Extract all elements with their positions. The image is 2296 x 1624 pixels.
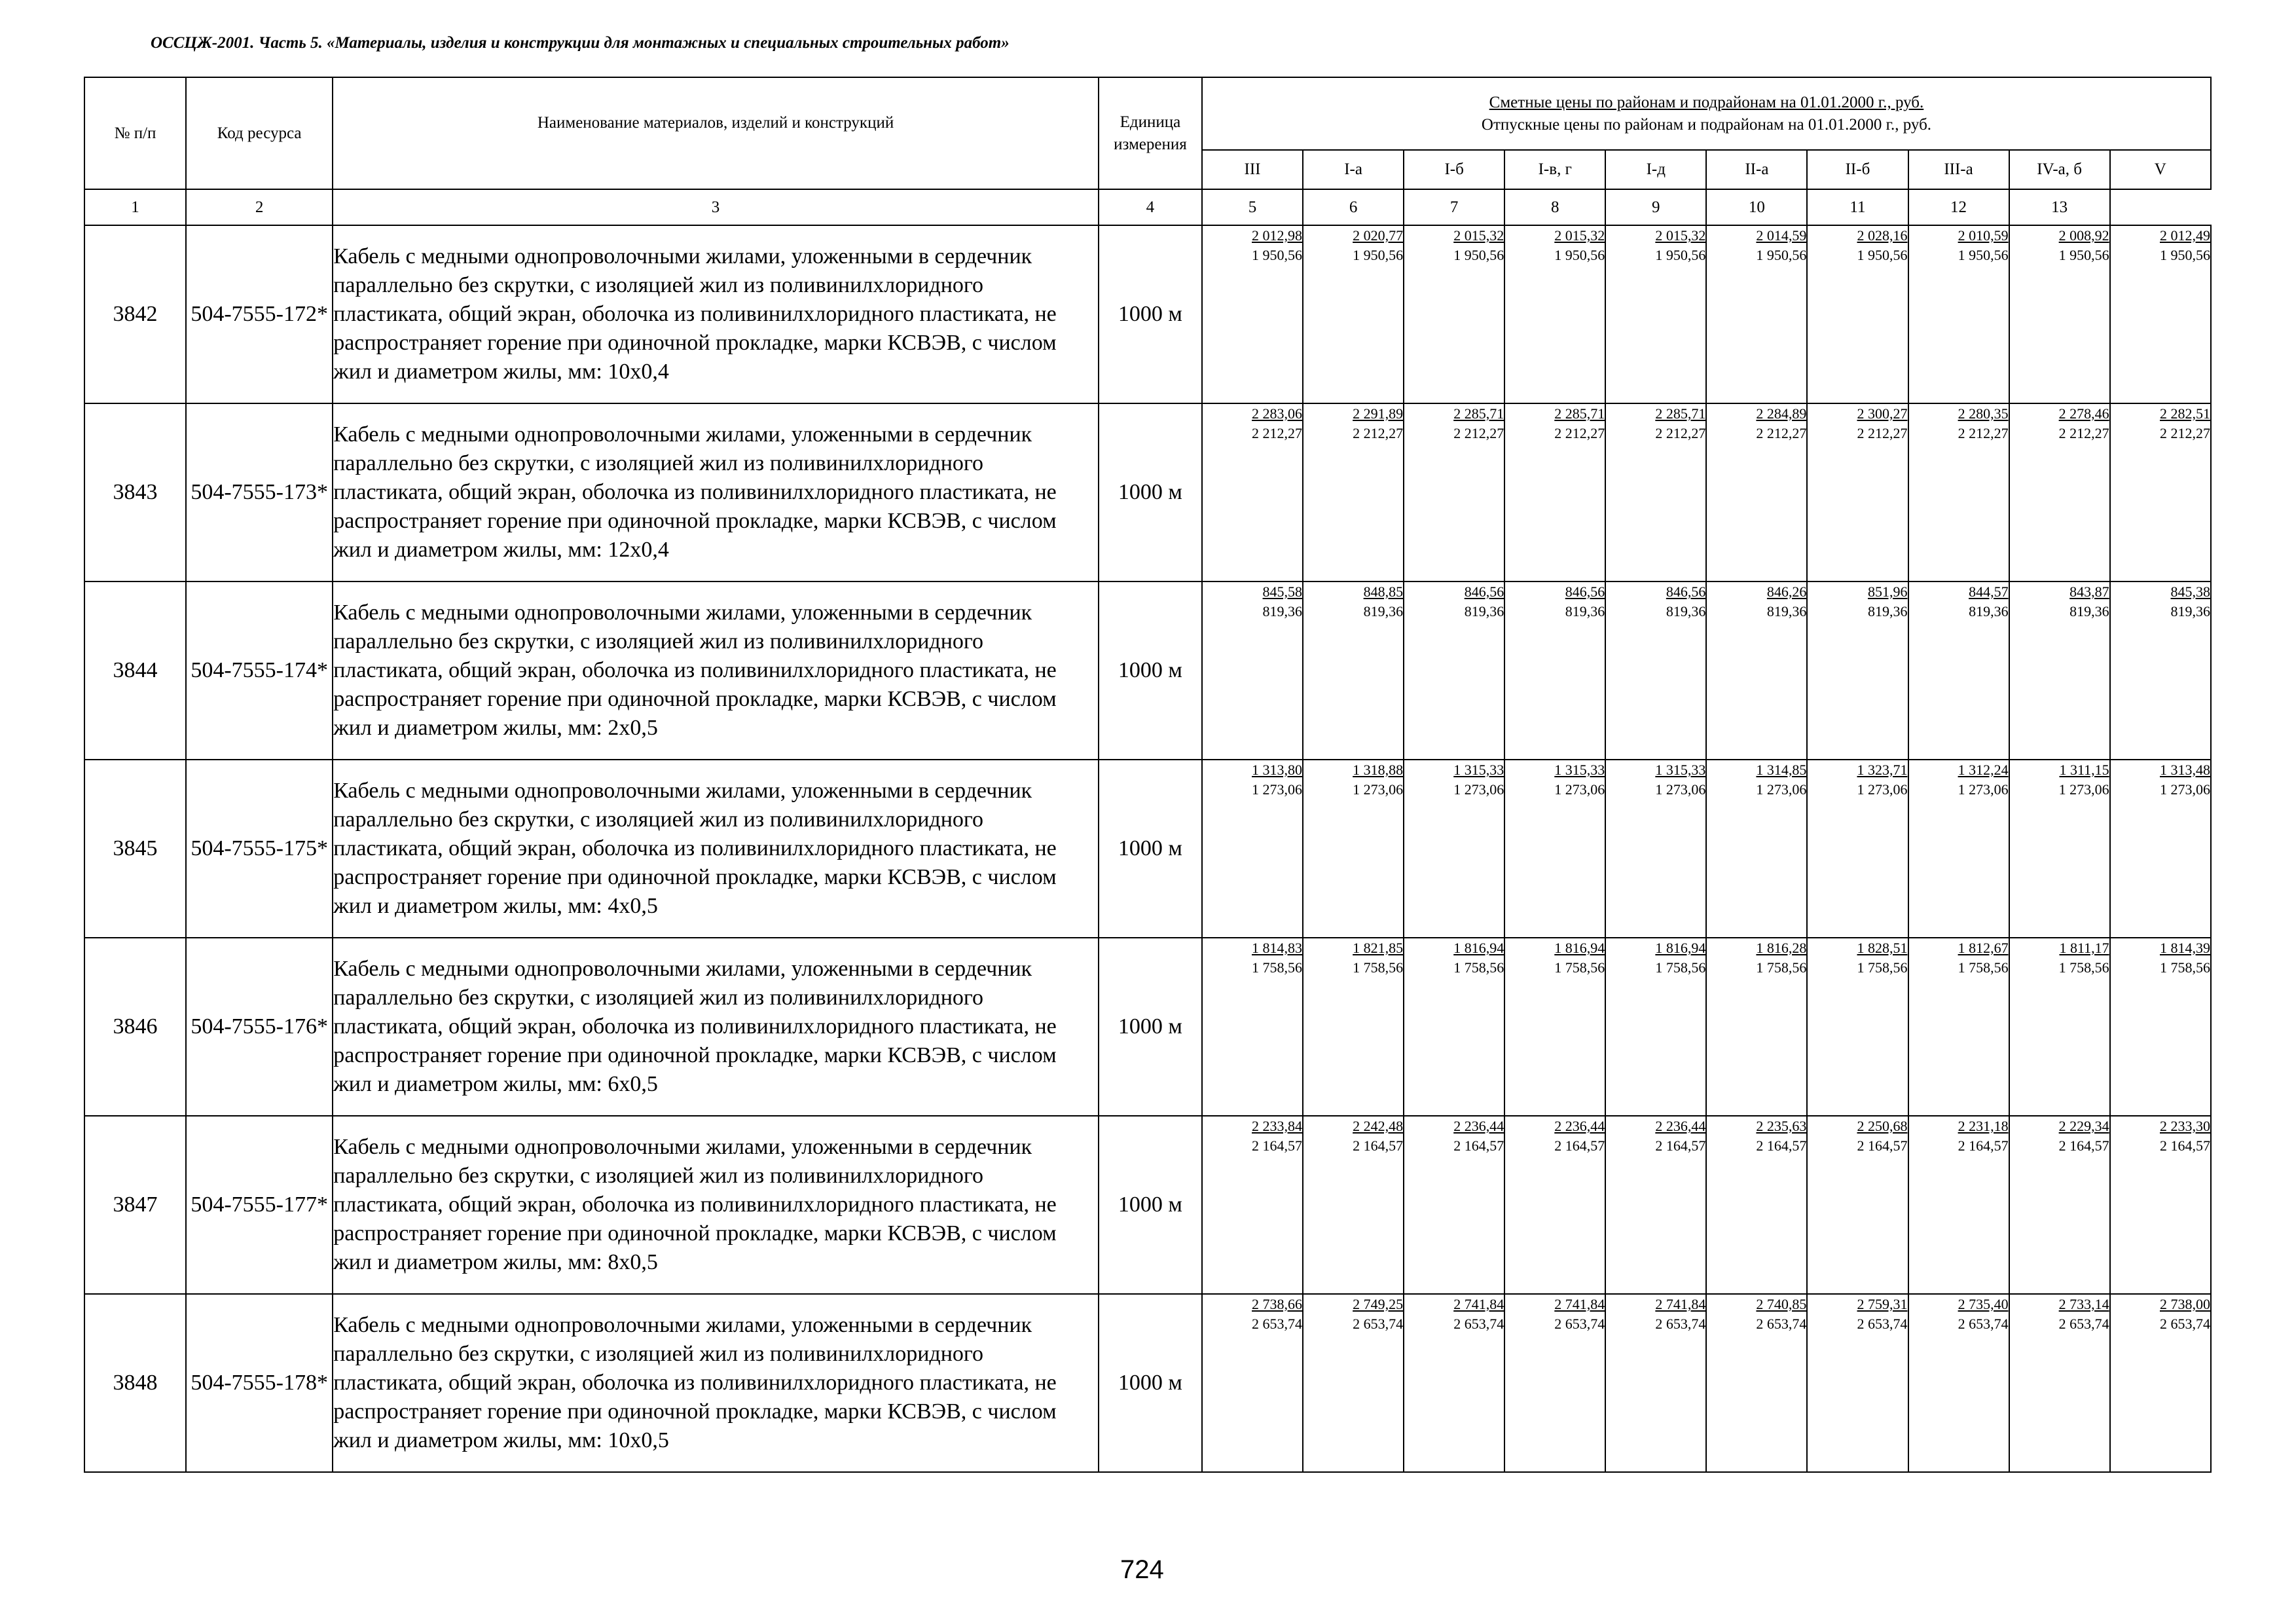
release-price: 1 950,56 — [1655, 247, 1706, 263]
estimate-price: 2 759,31 — [1857, 1296, 1908, 1312]
price-cell — [1908, 938, 2009, 1116]
estimate-price: 846,56 — [1666, 583, 1706, 600]
estimate-price: 2 285,71 — [1453, 405, 1504, 422]
document-header: ОССЦЖ-2001. Часть 5. «Материалы, изделия и конструкции для монтажных и специальных строительных работ» — [151, 34, 1010, 52]
estimate-price: 1 814,83 — [1252, 940, 1303, 956]
price-cell — [1303, 1294, 1404, 1472]
release-price: 819,36 — [1868, 603, 1908, 619]
release-price: 819,36 — [1464, 603, 1504, 619]
material-name: Кабель с медными однопроволочными жилами, уложенными в сердечник параллельно без скрутки, с изоляцией жил из поливинилхлоридного пластиката, общий экран, оболочка из поливинилхлоридного пластиката, не распространяет горение при одиночной прокладке, марки КСВЭВ, с числом жил и диаметром жилы, мм: 10х0,5 — [333, 1294, 1099, 1472]
release-price: 2 212,27 — [2058, 425, 2109, 441]
estimate-price: 2 250,68 — [1857, 1118, 1908, 1134]
price-cell — [1605, 938, 1706, 1116]
release-price: 2 164,57 — [2058, 1137, 2109, 1154]
estimate-price: 2 285,71 — [1554, 405, 1605, 422]
price-cell — [2110, 938, 2211, 1116]
region-header: II-а — [1706, 150, 1807, 189]
release-price: 819,36 — [1262, 603, 1303, 619]
release-price: 2 653,74 — [2058, 1316, 2109, 1332]
release-price: 2 653,74 — [1353, 1316, 1404, 1332]
estimate-price: 1 312,24 — [1958, 762, 2009, 778]
table-row — [84, 403, 2211, 581]
col-header-unit-line1: Единица — [1120, 113, 1181, 131]
estimate-price: 2 749,25 — [1353, 1296, 1404, 1312]
release-price: 1 950,56 — [1756, 247, 1807, 263]
table-row — [84, 760, 2211, 938]
release-price: 1 950,56 — [1857, 247, 1908, 263]
col-header-num: № п/п — [84, 77, 186, 189]
release-price: 2 164,57 — [1554, 1137, 1605, 1154]
price-cell — [1807, 225, 1908, 403]
release-price: 1 758,56 — [2160, 959, 2210, 976]
release-price: 1 273,06 — [1756, 781, 1807, 798]
price-cell — [1908, 1116, 2009, 1294]
table-row — [84, 225, 2211, 403]
estimate-price: 1 323,71 — [1857, 762, 1908, 778]
price-cell — [1303, 760, 1404, 938]
column-number: 2 — [186, 189, 333, 225]
price-cell — [2009, 581, 2110, 760]
material-name: Кабель с медными однопроволочными жилами, уложенными в сердечник параллельно без скрутки, с изоляцией жил из поливинилхлоридного пластиката, общий экран, оболочка из поливинилхлоридного пластиката, не распространяет горение при одиночной прокладке, марки КСВЭВ, с числом жил и диаметром жилы, мм: 12х0,4 — [333, 403, 1099, 581]
estimate-price: 2 738,66 — [1252, 1296, 1303, 1312]
price-cell — [1908, 1294, 2009, 1472]
release-price: 2 653,74 — [1252, 1316, 1303, 1332]
estimate-price: 2 010,59 — [1958, 227, 2009, 244]
estimate-price: 2 015,32 — [1655, 227, 1706, 244]
column-number: 1 — [84, 189, 186, 225]
price-cell — [2009, 760, 2110, 938]
unit-of-measure: 1000 м — [1099, 403, 1202, 581]
price-cell — [1706, 225, 1807, 403]
release-price: 1 758,56 — [1857, 959, 1908, 976]
price-cell — [1303, 1116, 1404, 1294]
unit-of-measure: 1000 м — [1099, 1116, 1202, 1294]
table-row — [84, 581, 2211, 760]
estimate-price: 846,56 — [1464, 583, 1504, 600]
estimate-price: 2 014,59 — [1756, 227, 1807, 244]
col-header-prices — [1202, 77, 2211, 150]
release-price: 1 950,56 — [2160, 247, 2210, 263]
price-cell — [1504, 403, 1605, 581]
price-cell — [1908, 760, 2009, 938]
prices-release-title: Отпускные цены по районам и подрайонам на 01.01.2000 г., руб. — [1481, 115, 1932, 134]
column-number: 9 — [1605, 189, 1706, 225]
unit-of-measure: 1000 м — [1099, 1294, 1202, 1472]
estimate-price: 2 741,84 — [1554, 1296, 1605, 1312]
price-cell — [1404, 1294, 1504, 1472]
estimate-price: 2 012,98 — [1252, 227, 1303, 244]
release-price: 1 950,56 — [1252, 247, 1303, 263]
unit-of-measure: 1000 м — [1099, 581, 1202, 760]
release-price: 2 653,74 — [2160, 1316, 2210, 1332]
column-number: 13 — [2009, 189, 2110, 225]
price-cell — [1202, 581, 1303, 760]
price-cell — [1404, 403, 1504, 581]
price-cell — [2009, 225, 2110, 403]
resource-code: 504-7555-172* — [186, 225, 333, 403]
estimate-price: 2 012,49 — [2160, 227, 2210, 244]
estimate-price: 2 236,44 — [1453, 1118, 1504, 1134]
price-cell — [1504, 1294, 1605, 1472]
price-cell — [1605, 1294, 1706, 1472]
price-cell — [1807, 938, 1908, 1116]
release-price: 2 212,27 — [1453, 425, 1504, 441]
col-header-unit — [1099, 77, 1202, 189]
estimate-price: 2 740,85 — [1756, 1296, 1807, 1312]
price-cell — [1303, 581, 1404, 760]
table-row — [84, 938, 2211, 1116]
price-cell — [1706, 938, 1807, 1116]
price-cell — [1807, 1116, 1908, 1294]
material-name: Кабель с медными однопроволочными жилами, уложенными в сердечник параллельно без скрутки, с изоляцией жил из поливинилхлоридного пластиката, общий экран, оболочка из поливинилхлоридного пластиката, не распространяет горение при одиночной прокладке, марки КСВЭВ, с числом жил и диаметром жилы, мм: 4х0,5 — [333, 760, 1099, 938]
column-number: 12 — [1908, 189, 2009, 225]
price-cell — [1605, 225, 1706, 403]
estimate-price: 2 291,89 — [1353, 405, 1404, 422]
resource-code: 504-7555-178* — [186, 1294, 333, 1472]
price-cell — [1202, 760, 1303, 938]
estimate-price: 1 315,33 — [1554, 762, 1605, 778]
page-number: 724 — [1120, 1555, 1164, 1584]
resource-code: 504-7555-176* — [186, 938, 333, 1116]
estimate-price: 846,56 — [1565, 583, 1605, 600]
region-header: V — [2110, 150, 2211, 189]
price-cell — [1807, 581, 1908, 760]
release-price: 2 164,57 — [1756, 1137, 1807, 1154]
release-price: 819,36 — [1565, 603, 1605, 619]
estimate-price: 1 828,51 — [1857, 940, 1908, 956]
price-cell — [1706, 403, 1807, 581]
release-price: 819,36 — [1666, 603, 1706, 619]
price-cell — [1404, 938, 1504, 1116]
release-price: 819,36 — [1969, 603, 2009, 619]
unit-of-measure: 1000 м — [1099, 225, 1202, 403]
price-cell — [1504, 581, 1605, 760]
price-cell — [2110, 225, 2211, 403]
release-price: 2 653,74 — [1857, 1316, 1908, 1332]
release-price: 2 164,57 — [1453, 1137, 1504, 1154]
column-number: 10 — [1706, 189, 1807, 225]
row-number: 3848 — [84, 1294, 186, 1472]
price-cell — [1706, 760, 1807, 938]
price-cell — [1504, 760, 1605, 938]
release-price: 819,36 — [2170, 603, 2210, 619]
estimate-price: 2 735,40 — [1958, 1296, 2009, 1312]
row-number: 3847 — [84, 1116, 186, 1294]
price-cell — [1504, 1116, 1605, 1294]
price-cell — [1202, 225, 1303, 403]
material-name: Кабель с медными однопроволочными жилами, уложенными в сердечник параллельно без скрутки, с изоляцией жил из поливинилхлоридного пластиката, общий экран, оболочка из поливинилхлоридного пластиката, не распространяет горение при одиночной прокладке, марки КСВЭВ, с числом жил и диаметром жилы, мм: 10х0,4 — [333, 225, 1099, 403]
price-cell — [2110, 403, 2211, 581]
column-number: 6 — [1303, 189, 1404, 225]
column-number: 7 — [1404, 189, 1504, 225]
region-header: III-а — [1908, 150, 2009, 189]
price-cell — [1202, 1116, 1303, 1294]
estimate-price: 2 229,34 — [2058, 1118, 2109, 1134]
release-price: 2 164,57 — [1655, 1137, 1706, 1154]
estimate-price: 2 282,51 — [2160, 405, 2210, 422]
estimate-price: 2 738,00 — [2160, 1296, 2210, 1312]
release-price: 2 653,74 — [1655, 1316, 1706, 1332]
estimate-price: 2 280,35 — [1958, 405, 2009, 422]
release-price: 1 273,06 — [1554, 781, 1605, 798]
col-header-unit-line2: измерения — [1114, 135, 1187, 153]
release-price: 2 164,57 — [2160, 1137, 2210, 1154]
col-header-name: Наименование материалов, изделий и конструкций — [333, 77, 1099, 189]
estimate-price: 2 235,63 — [1756, 1118, 1807, 1134]
price-cell — [2110, 1294, 2211, 1472]
price-cell — [1202, 403, 1303, 581]
release-price: 1 273,06 — [1453, 781, 1504, 798]
price-cell — [1303, 225, 1404, 403]
row-number: 3845 — [84, 760, 186, 938]
price-cell — [1706, 1294, 1807, 1472]
estimate-price: 1 821,85 — [1353, 940, 1404, 956]
col-header-code: Код ресурса — [186, 77, 333, 189]
release-price: 2 212,27 — [1353, 425, 1404, 441]
estimate-price: 1 311,15 — [2059, 762, 2109, 778]
estimate-price: 845,38 — [2170, 583, 2210, 600]
estimate-price: 2 741,84 — [1655, 1296, 1706, 1312]
estimate-price: 844,57 — [1969, 583, 2009, 600]
row-number: 3843 — [84, 403, 186, 581]
unit-of-measure: 1000 м — [1099, 760, 1202, 938]
release-price: 819,36 — [1363, 603, 1404, 619]
price-cell — [1605, 1116, 1706, 1294]
price-cell — [1908, 403, 2009, 581]
column-number: 3 — [333, 189, 1099, 225]
estimate-price: 1 812,67 — [1958, 940, 2009, 956]
release-price: 1 950,56 — [1353, 247, 1404, 263]
resource-code: 504-7555-177* — [186, 1116, 333, 1294]
estimate-price: 1 313,80 — [1252, 762, 1303, 778]
estimate-price: 1 811,17 — [2059, 940, 2109, 956]
estimate-price: 843,87 — [2069, 583, 2109, 600]
region-header: I-д — [1605, 150, 1706, 189]
estimate-price: 2 236,44 — [1655, 1118, 1706, 1134]
estimate-price: 2 733,14 — [2058, 1296, 2109, 1312]
estimate-price: 2 278,46 — [2058, 405, 2109, 422]
release-price: 1 273,06 — [1655, 781, 1706, 798]
price-cell — [1504, 938, 1605, 1116]
release-price: 1 273,06 — [1353, 781, 1404, 798]
price-cell — [1807, 403, 1908, 581]
price-cell — [1303, 938, 1404, 1116]
estimate-price: 2 300,27 — [1857, 405, 1908, 422]
release-price: 2 212,27 — [2160, 425, 2210, 441]
estimate-price: 2 015,32 — [1453, 227, 1504, 244]
release-price: 1 758,56 — [1958, 959, 2009, 976]
price-cell — [2009, 403, 2110, 581]
region-header: III — [1202, 150, 1303, 189]
table-row — [84, 1294, 2211, 1472]
release-price: 2 653,74 — [1958, 1316, 2009, 1332]
column-number: 5 — [1202, 189, 1303, 225]
price-cell — [1404, 1116, 1504, 1294]
region-header: I-а — [1303, 150, 1404, 189]
estimate-price: 851,96 — [1868, 583, 1908, 600]
column-number-row — [84, 189, 2211, 225]
price-cell — [1202, 1294, 1303, 1472]
estimate-price: 845,58 — [1262, 583, 1303, 600]
release-price: 2 212,27 — [1554, 425, 1605, 441]
resource-code: 504-7555-174* — [186, 581, 333, 760]
row-number: 3842 — [84, 225, 186, 403]
price-cell — [1303, 403, 1404, 581]
estimate-price: 2 741,84 — [1453, 1296, 1504, 1312]
release-price: 2 164,57 — [1252, 1137, 1303, 1154]
price-cell — [1504, 225, 1605, 403]
resource-code: 504-7555-175* — [186, 760, 333, 938]
estimate-price: 2 028,16 — [1857, 227, 1908, 244]
estimate-price: 2 015,32 — [1554, 227, 1605, 244]
release-price: 2 653,74 — [1453, 1316, 1504, 1332]
estimate-price: 1 816,28 — [1756, 940, 1807, 956]
table-row — [84, 1116, 2211, 1294]
resource-code: 504-7555-173* — [186, 403, 333, 581]
estimate-price: 2 020,77 — [1353, 227, 1404, 244]
price-cell — [1807, 1294, 1908, 1472]
price-cell — [1706, 581, 1807, 760]
estimate-price: 848,85 — [1363, 583, 1404, 600]
prices-estimate-title: Сметные цены по районам и подрайонам на 01.01.2000 г., руб. — [1489, 93, 1924, 111]
release-price: 1 758,56 — [1554, 959, 1605, 976]
price-cell — [2009, 1116, 2110, 1294]
release-price: 1 950,56 — [1453, 247, 1504, 263]
estimate-price: 1 816,94 — [1554, 940, 1605, 956]
release-price: 2 212,27 — [1958, 425, 2009, 441]
price-cell — [1404, 760, 1504, 938]
estimate-price: 1 816,94 — [1655, 940, 1706, 956]
release-price: 2 164,57 — [1958, 1137, 2009, 1154]
release-price: 2 164,57 — [1857, 1137, 1908, 1154]
price-cell — [2110, 760, 2211, 938]
release-price: 2 212,27 — [1252, 425, 1303, 441]
estimate-price: 1 314,85 — [1756, 762, 1807, 778]
price-cell — [2009, 1294, 2110, 1472]
release-price: 2 212,27 — [1857, 425, 1908, 441]
region-header: I-в, г — [1504, 150, 1605, 189]
price-cell — [2009, 938, 2110, 1116]
column-number: 4 — [1099, 189, 1202, 225]
column-number: 8 — [1504, 189, 1605, 225]
estimate-price: 2 233,84 — [1252, 1118, 1303, 1134]
release-price: 1 758,56 — [2058, 959, 2109, 976]
release-price: 1 950,56 — [1554, 247, 1605, 263]
region-header: II-б — [1807, 150, 1908, 189]
region-header: IV-а, б — [2009, 150, 2110, 189]
price-cell — [1202, 938, 1303, 1116]
price-table — [84, 77, 2212, 1473]
price-cell — [1404, 225, 1504, 403]
estimate-price: 1 318,88 — [1353, 762, 1404, 778]
price-cell — [1908, 225, 2009, 403]
estimate-price: 2 285,71 — [1655, 405, 1706, 422]
release-price: 1 273,06 — [2160, 781, 2210, 798]
estimate-price: 1 315,33 — [1453, 762, 1504, 778]
release-price: 1 273,06 — [1958, 781, 2009, 798]
material-name: Кабель с медными однопроволочными жилами, уложенными в сердечник параллельно без скрутки, с изоляцией жил из поливинилхлоридного пластиката, общий экран, оболочка из поливинилхлоридного пластиката, не распространяет горение при одиночной прокладке, марки КСВЭВ, с числом жил и диаметром жилы, мм: 2х0,5 — [333, 581, 1099, 760]
release-price: 1 273,06 — [1252, 781, 1303, 798]
price-cell — [2110, 1116, 2211, 1294]
release-price: 2 653,74 — [1756, 1316, 1807, 1332]
release-price: 2 164,57 — [1353, 1137, 1404, 1154]
price-cell — [1605, 403, 1706, 581]
price-cell — [2110, 581, 2211, 760]
release-price: 819,36 — [2069, 603, 2109, 619]
release-price: 2 212,27 — [1655, 425, 1706, 441]
release-price: 1 758,56 — [1252, 959, 1303, 976]
estimate-price: 846,26 — [1766, 583, 1807, 600]
price-cell — [1807, 760, 1908, 938]
price-cell — [1908, 581, 2009, 760]
estimate-price: 2 283,06 — [1252, 405, 1303, 422]
column-number: 11 — [1807, 189, 1908, 225]
release-price: 1 758,56 — [1756, 959, 1807, 976]
estimate-price: 1 816,94 — [1453, 940, 1504, 956]
release-price: 2 212,27 — [1756, 425, 1807, 441]
estimate-price: 2 231,18 — [1958, 1118, 2009, 1134]
material-name: Кабель с медными однопроволочными жилами, уложенными в сердечник параллельно без скрутки, с изоляцией жил из поливинилхлоридного пластиката, общий экран, оболочка из поливинилхлоридного пластиката, не распространяет горение при одиночной прокладке, марки КСВЭВ, с числом жил и диаметром жилы, мм: 8х0,5 — [333, 1116, 1099, 1294]
region-header: I-б — [1404, 150, 1504, 189]
estimate-price: 2 233,30 — [2160, 1118, 2210, 1134]
estimate-price: 1 315,33 — [1655, 762, 1706, 778]
release-price: 1 758,56 — [1353, 959, 1404, 976]
release-price: 2 653,74 — [1554, 1316, 1605, 1332]
price-cell — [1706, 1116, 1807, 1294]
release-price: 1 758,56 — [1453, 959, 1504, 976]
release-price: 1 273,06 — [2058, 781, 2109, 798]
estimate-price: 2 008,92 — [2058, 227, 2109, 244]
material-name: Кабель с медными однопроволочными жилами, уложенными в сердечник параллельно без скрутки, с изоляцией жил из поливинилхлоридного пластиката, общий экран, оболочка из поливинилхлоридного пластиката, не распространяет горение при одиночной прокладке, марки КСВЭВ, с числом жил и диаметром жилы, мм: 6х0,5 — [333, 938, 1099, 1116]
estimate-price: 2 236,44 — [1554, 1118, 1605, 1134]
row-number: 3844 — [84, 581, 186, 760]
unit-of-measure: 1000 м — [1099, 938, 1202, 1116]
release-price: 1 273,06 — [1857, 781, 1908, 798]
price-cell — [1605, 581, 1706, 760]
price-cell — [1404, 581, 1504, 760]
estimate-price: 1 814,39 — [2160, 940, 2210, 956]
release-price: 819,36 — [1766, 603, 1807, 619]
estimate-price: 2 242,48 — [1353, 1118, 1404, 1134]
estimate-price: 2 284,89 — [1756, 405, 1807, 422]
release-price: 1 758,56 — [1655, 959, 1706, 976]
release-price: 1 950,56 — [1958, 247, 2009, 263]
price-cell — [1605, 760, 1706, 938]
estimate-price: 1 313,48 — [2160, 762, 2210, 778]
release-price: 1 950,56 — [2058, 247, 2109, 263]
row-number: 3846 — [84, 938, 186, 1116]
